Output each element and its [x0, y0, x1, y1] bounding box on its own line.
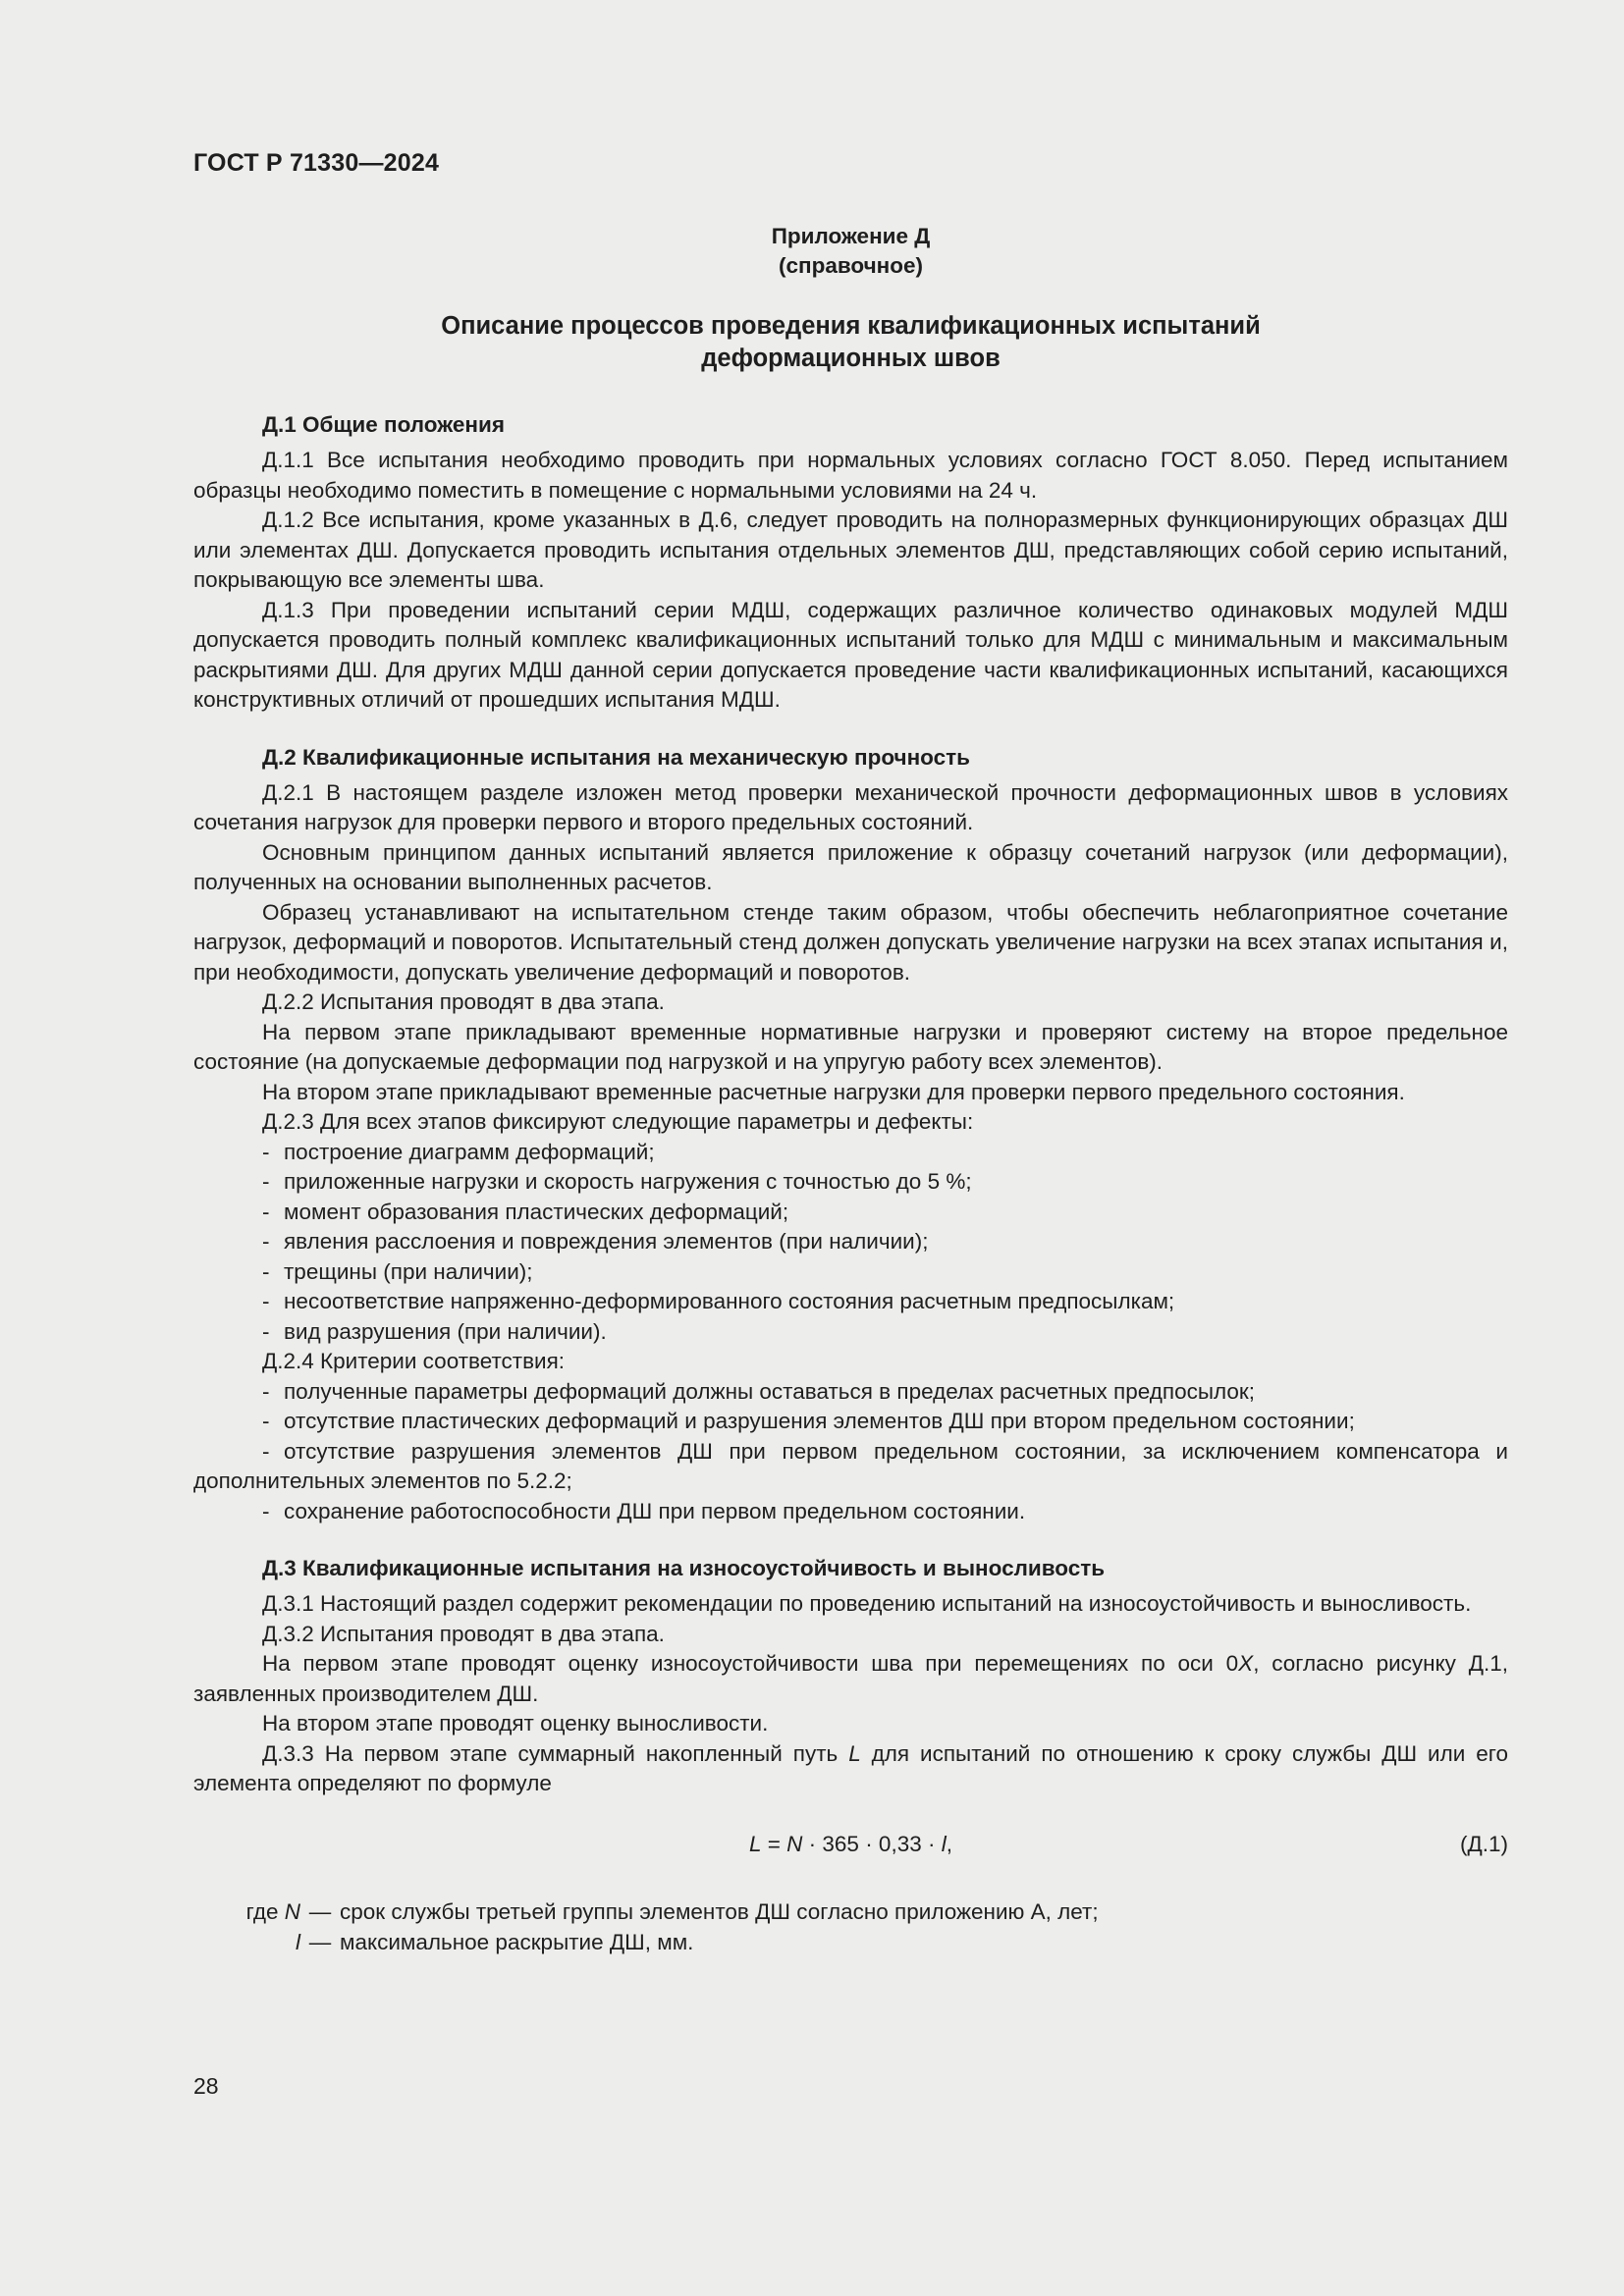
paragraph-d3-3: Д.3.3 На первом этапе суммарный накопленный путь L для испытаний по отношению к сроку службы ДШ или его элемента определяют по формуле [193, 1740, 1508, 1795]
appendix-subtitle: (справочное) [779, 253, 923, 278]
paragraph-d2-stage2: На втором этапе прикладывают временные расчетные нагрузки для проверки первого предельного состояния. [262, 1079, 1405, 1104]
paragraph-d3-stage1: На первом этапе проводят оценку износоустойчивости шва при перемещениях по оси 0X, согласно рисунку Д.1, заявленных производителем ДШ. [193, 1651, 1508, 1706]
paragraph-d1-1: Д.1.1 Все испытания необходимо проводить при нормальных условиях согласно ГОСТ 8.050. Перед испытанием образцы необходимо поместить в помещение с нормальными условиями на 24 ч. [193, 448, 1508, 503]
formula-definitions [193, 1896, 1508, 1957]
formula-d1 [193, 1830, 1508, 1859]
list-item: - трещины (при наличии); [262, 1258, 533, 1284]
paragraph-d1-2: Д.1.2 Все испытания, кроме указанных в Д.6, следует проводить на полноразмерных функционирующих образцах ДШ или элементах ДШ. Допускается проводить испытания отдельных элементов ДШ, представляющих собой серию испытаний, покрывающую все элементы шва. [193, 507, 1508, 592]
paragraph-d2-stage1: На первом этапе прикладывают временные нормативные нагрузки и проверяют систему на второе предельное состояние (на допускаемые деформации под нагрузкой и на упругую работу всех элементов). [193, 1019, 1508, 1074]
list-item: - момент образования пластических деформаций; [262, 1199, 789, 1224]
paragraph-d2-2: Д.2.2 Испытания проводят в два этапа. [262, 989, 665, 1014]
appendix-heading [193, 310, 1508, 375]
list-item: - сохранение работоспособности ДШ при первом предельном состоянии. [262, 1498, 1026, 1523]
paragraph-d2-principle: Основным принципом данных испытаний является приложение к образцу сочетаний нагрузок (или деформации), полученных на основании выполненных расчетов. [193, 839, 1508, 894]
list-item: - приложенные нагрузки и скорость нагружения с точностью до 5 %; [262, 1169, 972, 1194]
document-code: ГОСТ Р 71330—2024 [193, 149, 440, 177]
paragraph-d2-3: Д.2.3 Для всех этапов фиксируют следующие параметры и дефекты: [262, 1109, 974, 1134]
section-d2-heading: Д.2 Квалификационные испытания на механическую прочность [262, 744, 970, 770]
list-item: - вид разрушения (при наличии). [262, 1318, 607, 1344]
list-item: - отсутствие разрушения элементов ДШ при первом предельном состоянии, за исключением компенсатора и дополнительных элементов по 5.2.2; [193, 1438, 1508, 1493]
definition-row: где N — срок службы третьей группы элементов ДШ согласно приложению А, лет; [245, 1898, 1099, 1924]
paragraph-d3-stage2: На втором этапе проводят оценку выносливости. [262, 1711, 769, 1735]
appendix-heading-line1: Описание процессов проведения квалификационных испытаний [441, 312, 1261, 340]
list-d2-4 [193, 1377, 1508, 1527]
list-d2-3 [193, 1138, 1508, 1348]
list-item: - отсутствие пластических деформаций и разрушения элементов ДШ при втором предельном состоянии; [262, 1409, 1355, 1433]
paragraph-d3-2: Д.3.2 Испытания проводят в два этапа. [262, 1621, 665, 1646]
paragraph-d1-3: Д.1.3 При проведении испытаний серии МДШ, содержащих различное количество одинаковых модулей МДШ допускается проводить полный комплекс квалификационных испытаний только для МДШ с минимальным и максимальным раскрытиями ДШ. Для других МДШ данной серии допускается проведение части квалификационных испытаний, касающихся конструктивных отличий от прошедших испытания МДШ. [193, 597, 1508, 712]
definition-row: l — максимальное раскрытие ДШ, мм. [296, 1929, 694, 1954]
section-d3-heading: Д.3 Квалификационные испытания на износоустойчивость и выносливость [262, 1556, 1106, 1580]
paragraph-d2-4: Д.2.4 Критерии соответствия: [262, 1349, 566, 1373]
page-number: 28 [193, 2073, 219, 2099]
list-item: - явления расслоения и повреждения элементов (при наличии); [262, 1229, 929, 1254]
appendix-title: Приложение Д [771, 224, 931, 248]
paragraph-d2-stand: Образец устанавливают на испытательном стенде таким образом, чтобы обеспечить неблагоприятное сочетание нагрузок, деформаций и поворотов. Испытательный стенд должен допускать увеличение нагрузки на всех этапах испытания и, при необходимости, допускать увеличение деформаций и поворотов. [193, 899, 1508, 985]
section-d1-heading: Д.1 Общие положения [262, 412, 505, 437]
formula-number: (Д.1) [1460, 1831, 1508, 1856]
page-content [193, 222, 1508, 1957]
appendix-heading-line2: деформационных швов [701, 345, 1001, 372]
list-item: - построение диаграмм деформаций; [262, 1139, 655, 1164]
paragraph-d3-1: Д.3.1 Настоящий раздел содержит рекомендации по проведению испытаний на износоустойчивость и выносливость. [262, 1591, 1472, 1616]
list-item: - полученные параметры деформаций должны оставаться в пределах расчетных предпосылок; [262, 1378, 1256, 1404]
list-item: - несоответствие напряженно-деформированного состояния расчетным предпосылкам; [262, 1289, 1175, 1313]
formula-expression: L = N · 365 · 0,33 · l, [748, 1831, 952, 1856]
paragraph-d2-1: Д.2.1 В настоящем разделе изложен метод проверки механической прочности деформационных швов в условиях сочетания нагрузок для проверки первого и второго предельных состояний. [193, 779, 1508, 834]
